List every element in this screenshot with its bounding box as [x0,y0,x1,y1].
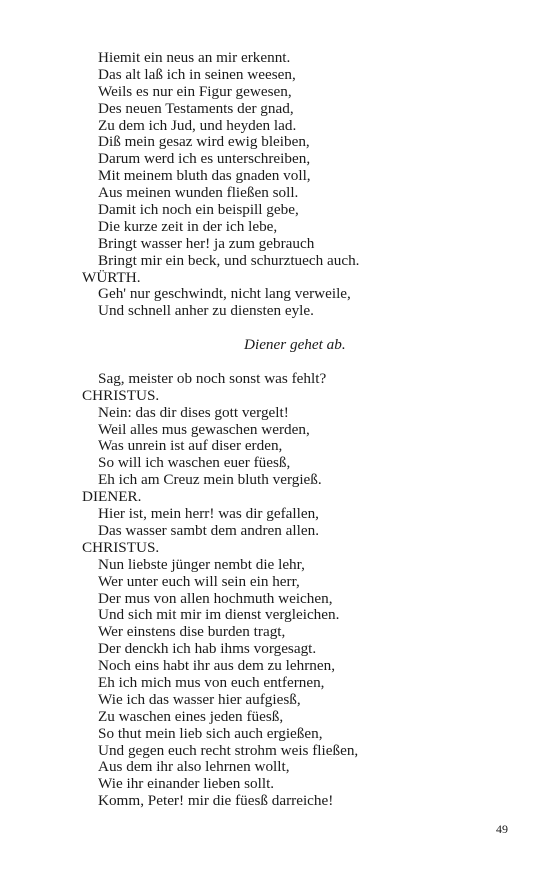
verse-line: Wer unter euch will sein ein herr, [98,572,300,590]
verse-line: Des neuen Testaments der gnad, [98,99,294,117]
verse-line: Wie ich das wasser hier aufgiesß, [98,690,301,708]
speaker-name: CHRISTUS. [82,386,160,404]
verse-line: Eh ich mich mus von euch entfernen, [98,673,325,691]
verse-line: Darum werd ich es unterschreiben, [98,150,311,168]
verse-line: Sag, meister ob noch sonst was fehlt? [98,369,327,387]
verse-line: Hiemit ein neus an mir erkennt. [98,49,291,66]
verse-line: Wer einstens dise burden tragt, [98,623,286,641]
speaker-name: WÜRTH. [82,268,141,286]
blank-line [82,354,522,371]
verse-line: Damit ich noch ein beispill gebe, [98,201,299,219]
verse-line: Und schnell anher zu diensten eyle. [98,302,314,320]
verse-line: Und sich mit mir im dienst vergleichen. [98,606,340,624]
verse-line: Aus dem ihr also lehrnen wollt, [98,758,290,776]
verse-line: Mit meinem bluth das gnaden voll, [98,167,311,185]
verse-line: So thut mein lieb sich auch ergießen, [98,724,323,742]
verse-line: Weils es nur ein Figur gewesen, [98,82,292,100]
verse-line: Aus meinen wunden fließen soll. [98,184,299,202]
page-number: 49 [496,822,508,836]
verse-line: Zu dem ich Jud, und heyden lad. [98,116,297,134]
verse-line: Die kurze zeit in der ich lebe, [98,217,278,235]
verse-line: Bringt mir ein beck, und schurztuech auch. [98,251,360,269]
verse-line: Bringt wasser her! ja zum gebrauch [98,234,315,252]
verse-line: Noch eins habt ihr aus dem zu lehrnen, [98,657,336,675]
verse-line: Nun liebste jünger nembt die lehr, [98,555,305,573]
verse-line: Und gegen euch recht strohm weis fließen, [98,741,359,759]
verse-line: Geh' nur geschwindt, nicht lang verweile, [98,285,351,303]
verse-line: Wie ihr einander lieben sollt. [98,775,275,793]
speaker-name: DIENER. [82,488,142,506]
verse-line: Der denckh ich hab ihms vorgesagt. [98,640,317,658]
blank-line [82,320,522,337]
verse-line: Zu waschen eines jeden füesß, [98,707,284,725]
verse-line: Komm, Peter! mir die füesß darreiche! [98,792,334,810]
verse-line: Eh ich am Creuz mein bluth vergieß. [98,471,322,489]
verse-line: Der mus von allen hochmuth weichen, [98,589,333,607]
stage-direction: Diener gehet ab. [244,336,346,354]
verse-line: Weil alles mus gewaschen werden, [98,420,310,438]
speaker-name: CHRISTUS. [82,538,160,556]
verse-line: Das wasser sambt dem andren allen. [98,521,319,539]
verse-line: So will ich waschen euer füesß, [98,454,291,472]
verse-line: Diß mein gesaz wird ewig bleiben, [98,133,310,151]
verse-line: Hier ist, mein herr! was dir gefallen, [98,505,319,523]
verse-line: Nein: das dir dises gott vergelt! [98,403,289,421]
verse-line: Was unrein ist auf diser erden, [98,437,283,455]
verse-line: Das alt laß ich in seinen weesen, [98,65,296,83]
play-text [82,50,522,810]
